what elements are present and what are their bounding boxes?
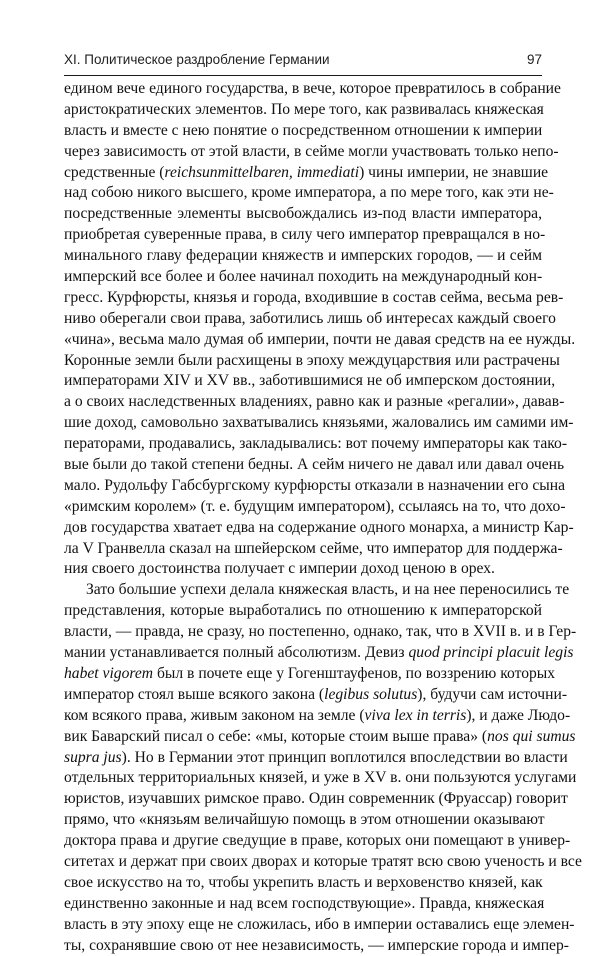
running-header bbox=[64, 46, 542, 72]
text-line: через зависимость от этой власти, в сейме могли участвовать только непо- bbox=[64, 142, 559, 160]
text-line: едином вече единого государства, в вече, которое превратилось в собрание bbox=[64, 80, 561, 97]
text-line: ла V Гранвелла сказал на шпейерском сейме, что император для поддержа- bbox=[64, 539, 563, 557]
text-line: средственные (reichsunmittelbaren, immediati) чины империи, не знавшие bbox=[64, 163, 549, 181]
text-line: император стоял выше всякого закона (legibus solutus), будучи сам источни- bbox=[64, 685, 568, 703]
text-line: дов государства хватает едва на содержание одного монарха, а министр Кар- bbox=[64, 518, 574, 536]
text-line: приобретая суверенные права, в силу чего император превращался в но- bbox=[64, 226, 546, 244]
header-rule bbox=[64, 75, 542, 76]
text-line: единственно законные и над всем господствующие». Правда, княжеская bbox=[64, 894, 545, 912]
text-line: supra jus). Но в Германии этот принцип воплотился впоследствии во власти bbox=[64, 748, 568, 766]
text-line: имперский все более и более начинал походить на международный кон- bbox=[64, 268, 543, 286]
text-line: шие доход, самовольно захватывались князьями, жаловались им самими им- bbox=[64, 414, 574, 432]
text-line: ты, сохранявшие свою от нее независимость, — имперские города и импер- bbox=[64, 936, 569, 954]
text-line: ком всякого права, живым законом на земле (viva lex in terris), и даже Людо- bbox=[64, 706, 571, 724]
text-line: Коронные земли были расхищены в эпоху междуцарствия или растрачены bbox=[64, 351, 560, 369]
text-line: юристов, изучавших римское право. Один современник (Фруассар) говорит bbox=[64, 790, 568, 808]
text-line: доктора права и другие сведущие в праве, которых они помещают в универ- bbox=[64, 832, 571, 850]
page-number: 97 bbox=[526, 52, 542, 67]
text-line: прямо, что «князьям величайшую помощь в этом отношении оказывают bbox=[64, 811, 545, 829]
text-line: мании устанавливается полный абсолютизм. Девиз quod principi placuit legis bbox=[64, 644, 574, 662]
text-line: «римским королем» (т. е. будущим императором), ссылаясь на то, что дохо- bbox=[64, 497, 566, 515]
text-line: над собою никого высшего, кроме императора, а по мере того, как эти не- bbox=[64, 184, 554, 202]
text-line: власть и вместе с нею понятие о посредственном отношении к империи bbox=[64, 121, 543, 139]
text-line: гресс. Курфюрсты, князья и города, входившие в состав сейма, весьма рев- bbox=[64, 288, 564, 306]
text-line: ния своего достоинства получает с империи доход ценою в орех. bbox=[64, 560, 495, 578]
text-line: свое искусство на то, чтобы укрепить власть и верховенство князей, как bbox=[64, 873, 543, 891]
text-line: представления, которые выработались по отношению к императорской bbox=[64, 602, 542, 620]
text-line: вик Баварский писал о себе: «мы, которые стоим выше права» (nos qui sumus bbox=[64, 727, 576, 745]
text-line: аристократических элементов. По мере того, как развивалась княжеская bbox=[64, 100, 544, 118]
paragraph bbox=[64, 79, 576, 580]
body-text bbox=[64, 79, 582, 956]
text-line: отдельных территориальных князей, и уже в XV в. они пользуются услугами bbox=[64, 769, 577, 787]
text-line: минального главу федерации княжеств и имперских городов, — и сейм bbox=[64, 247, 542, 265]
text-line: власть в эту эпоху еще не сложилась, ибо в империи оставались еще элемен- bbox=[64, 915, 575, 933]
text-line: «чина», весьма мало думая об империи, почти не давая средств на ее нужды. bbox=[64, 330, 576, 348]
text-line: вые были до такой степени бедны. А сейм ничего не давал или давал очень bbox=[64, 456, 565, 474]
text-line: ситетах и держат при своих дворах и которые тратят всю свою ученость и все bbox=[64, 852, 582, 870]
text-line: а о своих наследственных владениях, равно как и разные «регалии», давав- bbox=[64, 393, 565, 411]
paragraph bbox=[64, 580, 582, 956]
text-line: императорами XIV и XV вв., заботившимися не об имперском достоянии, bbox=[64, 372, 556, 390]
text-line: власти, — правда, не сразу, но постепенно, однако, так, что в XVII в. и в Гер- bbox=[64, 623, 577, 641]
text-line: Зато большие успехи делала княжеская власть, и на нее переносились те bbox=[86, 581, 570, 599]
text-line: ператорами, продавались, закладывались: вот почему императоры как тако- bbox=[64, 435, 568, 453]
text-line: habet vigorem был в почете еще у Гогенштауфенов, по воззрению которых bbox=[64, 664, 556, 682]
chapter-title: XI. Политическое раздробление Германии bbox=[64, 52, 330, 67]
text-line: ниво оберегали свои права, заботились лишь об интересах каждый своего bbox=[64, 309, 556, 327]
text-line: мало. Рудольфу Габсбургскому курфюрсты отказали в назначении его сына bbox=[64, 476, 566, 494]
text-line: посредственные элементы высвобождались из-под власти императора, bbox=[64, 205, 542, 223]
